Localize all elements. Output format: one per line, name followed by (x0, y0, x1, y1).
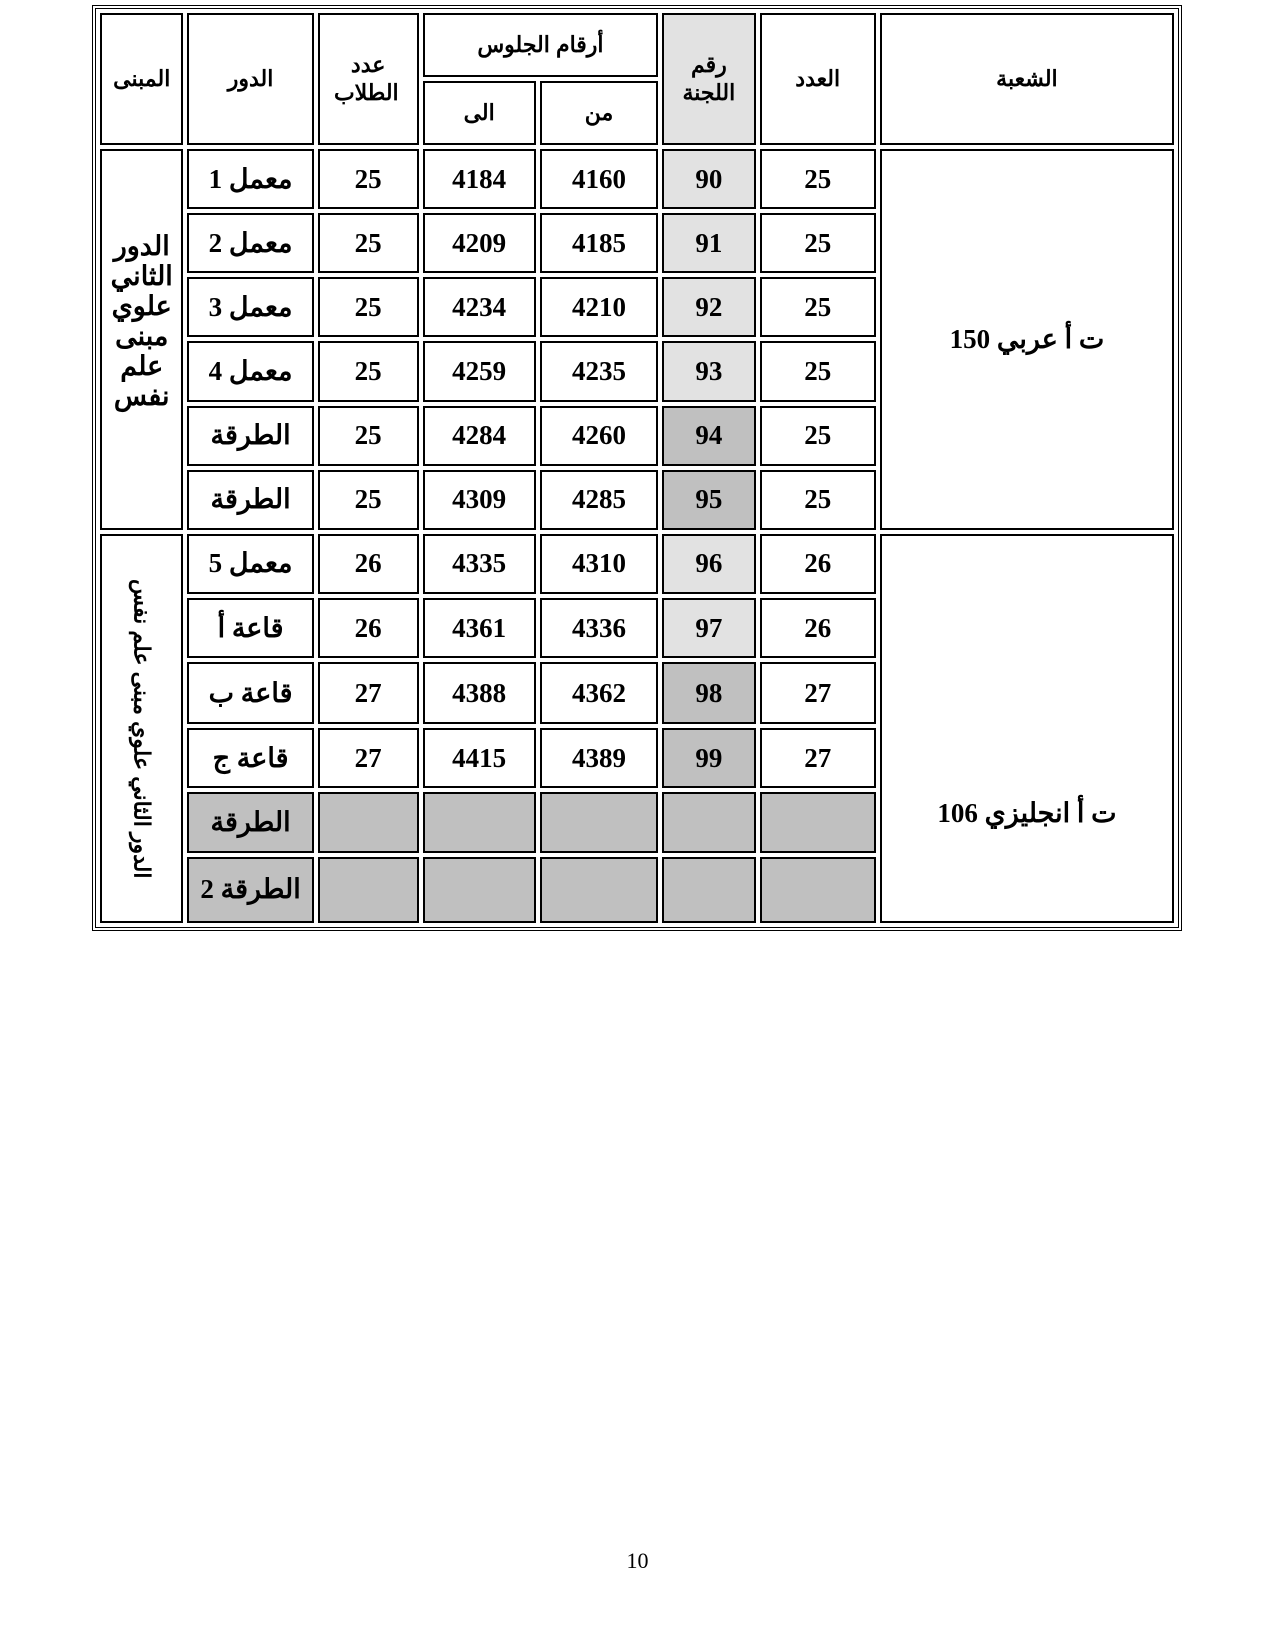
header-to: الى (423, 81, 536, 145)
floor-cell: الطرقة (187, 792, 313, 852)
committee-cell (662, 792, 755, 852)
students-cell: 25 (318, 341, 419, 401)
seating-table (92, 5, 1182, 931)
students-cell: 25 (318, 149, 419, 209)
seat-from-cell: 4389 (540, 728, 659, 788)
seat-to-cell: 4284 (423, 406, 536, 466)
seat-from-cell: 4336 (540, 598, 659, 658)
building-vertical-text: الدور الثاني علوي مبنى علم نفس (129, 578, 155, 879)
count-cell: 27 (760, 728, 876, 788)
committee-cell: 96 (662, 534, 755, 594)
floor-cell: الطرقة (187, 470, 313, 530)
count-cell: 25 (760, 277, 876, 337)
section-cell: ت أ عربي 150 (880, 149, 1174, 530)
seat-to-cell: 4234 (423, 277, 536, 337)
committee-cell: 92 (662, 277, 755, 337)
count-cell: 27 (760, 662, 876, 724)
students-cell: 25 (318, 213, 419, 273)
committee-cell: 90 (662, 149, 755, 209)
header-section: الشعبة (880, 13, 1174, 145)
students-cell (318, 857, 419, 923)
committee-cell: 99 (662, 728, 755, 788)
students-cell: 26 (318, 534, 419, 594)
count-cell: 25 (760, 406, 876, 466)
table-row (100, 149, 1174, 209)
students-cell (318, 792, 419, 852)
header-committee: رقم اللجنة (662, 13, 755, 145)
building-cell (100, 149, 183, 530)
committee-cell: 98 (662, 662, 755, 724)
students-cell: 27 (318, 728, 419, 788)
students-cell: 25 (318, 406, 419, 466)
floor-cell: الطرقة (187, 406, 313, 466)
table-row (100, 534, 1174, 594)
count-cell: 25 (760, 213, 876, 273)
floor-cell: معمل 1 (187, 149, 313, 209)
floor-cell: الطرقة 2 (187, 857, 313, 923)
count-cell: 26 (760, 598, 876, 658)
floor-cell: قاعة ب (187, 662, 313, 724)
seat-from-cell: 4210 (540, 277, 659, 337)
committee-cell: 93 (662, 341, 755, 401)
count-cell: 25 (760, 341, 876, 401)
count-cell: 26 (760, 534, 876, 594)
header-building: المبنى (100, 13, 183, 145)
building-line: علوي (111, 291, 172, 321)
seat-to-cell: 4209 (423, 213, 536, 273)
students-cell: 26 (318, 598, 419, 658)
seat-from-cell: 4185 (540, 213, 659, 273)
committee-cell: 94 (662, 406, 755, 466)
building-vertical-wrap (102, 536, 181, 921)
committee-cell: 97 (662, 598, 755, 658)
floor-cell: قاعة أ (187, 598, 313, 658)
count-cell: 25 (760, 149, 876, 209)
seat-to-cell: 4309 (423, 470, 536, 530)
students-cell: 27 (318, 662, 419, 724)
seat-to-cell: 4184 (423, 149, 536, 209)
page-number: 10 (626, 1548, 649, 1573)
committee-cell: 95 (662, 470, 755, 530)
seat-from-cell: 4160 (540, 149, 659, 209)
header-students: عدد الطلاب (318, 13, 419, 145)
seat-from-cell (540, 792, 659, 852)
seat-to-cell (423, 857, 536, 923)
seat-from-cell: 4310 (540, 534, 659, 594)
count-cell (760, 792, 876, 852)
header-from: من (540, 81, 659, 145)
floor-cell: معمل 4 (187, 341, 313, 401)
committee-cell: 91 (662, 213, 755, 273)
students-cell: 25 (318, 277, 419, 337)
seat-to-cell (423, 792, 536, 852)
building-line: الدور (113, 231, 170, 261)
floor-cell: معمل 2 (187, 213, 313, 273)
header-count: العدد (760, 13, 876, 145)
seat-from-cell (540, 857, 659, 923)
table-body (100, 149, 1174, 923)
building-line: الثاني (110, 261, 173, 291)
section-cell: ت أ انجليزي 106 (880, 534, 1174, 923)
building-line: علم (120, 351, 164, 381)
seat-to-cell: 4388 (423, 662, 536, 724)
seat-from-cell: 4362 (540, 662, 659, 724)
committee-cell (662, 857, 755, 923)
building-line: مبنى (115, 321, 169, 351)
seat-to-cell: 4259 (423, 341, 536, 401)
count-cell: 25 (760, 470, 876, 530)
seat-from-cell: 4235 (540, 341, 659, 401)
seat-from-cell: 4260 (540, 406, 659, 466)
students-cell: 25 (318, 470, 419, 530)
header-floor: الدور (187, 13, 313, 145)
floor-cell: معمل 5 (187, 534, 313, 594)
building-line: نفس (113, 381, 170, 411)
floor-cell: قاعة ج (187, 728, 313, 788)
count-cell (760, 857, 876, 923)
header-seat-numbers: أرقام الجلوس (423, 13, 659, 77)
seat-from-cell: 4285 (540, 470, 659, 530)
building-cell (100, 534, 183, 923)
seat-to-cell: 4335 (423, 534, 536, 594)
seat-to-cell: 4415 (423, 728, 536, 788)
floor-cell: معمل 3 (187, 277, 313, 337)
seat-to-cell: 4361 (423, 598, 536, 658)
